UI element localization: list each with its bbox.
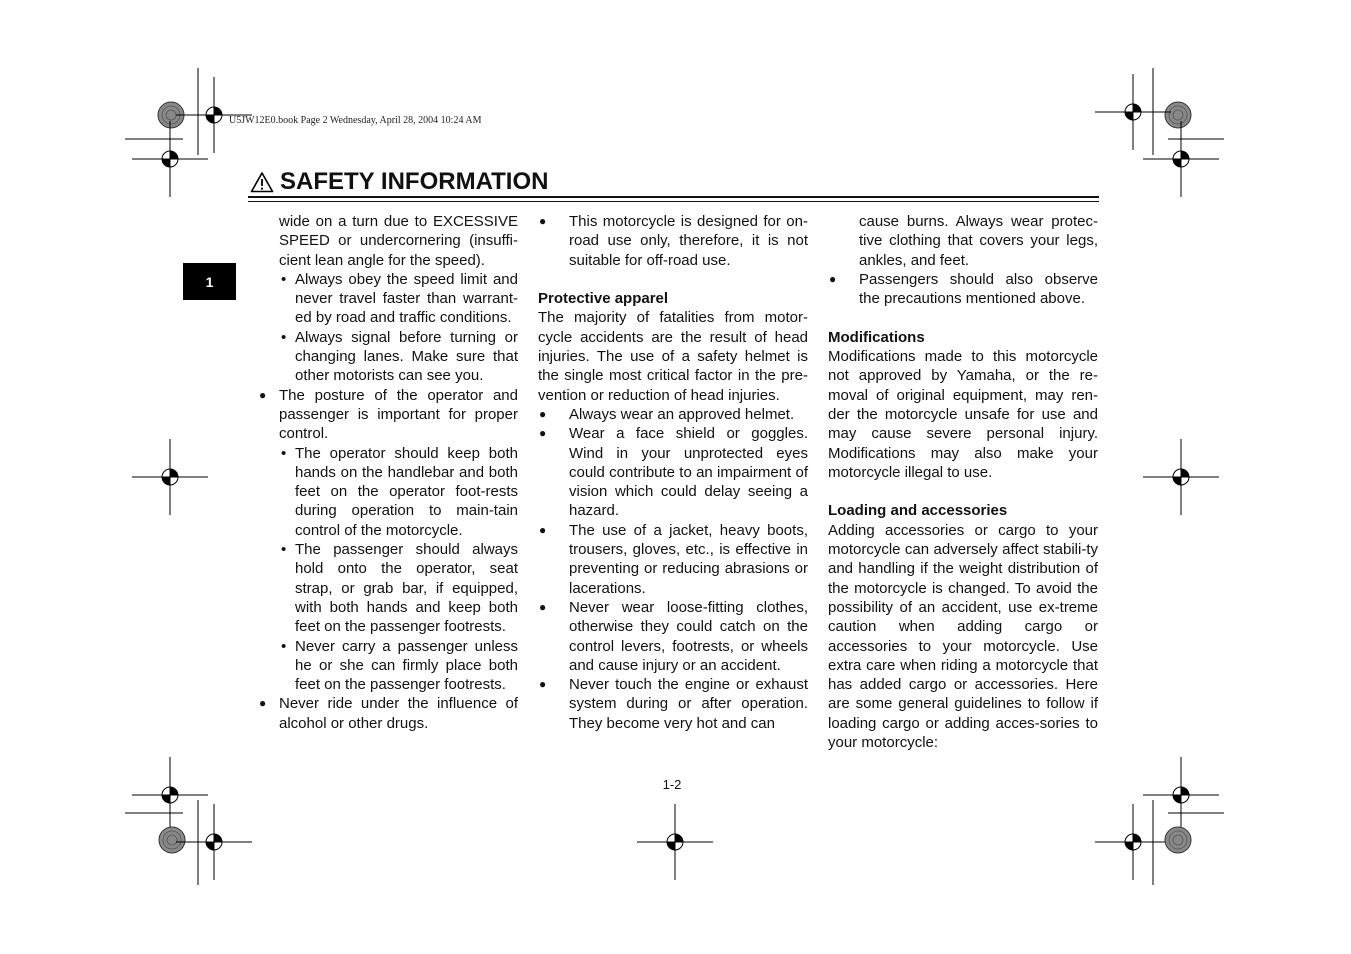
bullet-item: ● The use of a jacket, heavy boots, trousers, gloves, etc., is effective in preventing or reducing abrasions or lacerations.: [538, 521, 808, 598]
bullet-item: ● Passengers should also observe the precautions mentioned above.: [828, 270, 1098, 309]
crosshair-mark-icon: [1095, 74, 1171, 150]
title-rule-thin: [248, 201, 1099, 202]
column-1: [258, 212, 518, 733]
color-bar-mark-icon: [159, 827, 185, 853]
sub-bullet: • Never carry a passenger unless he or she can firmly place both feet on the passenger footrests.: [258, 637, 518, 695]
bullet-item: ● Never touch the engine or exhaust system during or after operation. They become very hot and can: [538, 675, 808, 733]
bullet-item: ● Never wear loose-fitting clothes, otherwise they could catch on the control levers, footrests, or wheels and cause injury or an accident.: [538, 598, 808, 675]
sub-bullet: • Always obey the speed limit and never travel faster than warrant-ed by road and traffic conditions.: [258, 270, 518, 328]
sub-bullet: • Always signal before turning or changing lanes. Make sure that other motorists can see you.: [258, 328, 518, 386]
file-info-line: U5JW12E0.book Page 2 Wednesday, April 28, 2004 10:24 AM: [229, 115, 482, 126]
paragraph: Modifications made to this motorcycle not approved by Yamaha, or the re-moval of original equipment, may ren-der the motorcycle unsafe for use and may cause severe personal injury. Modifications may also make your motorcycle illegal to use.: [828, 348, 1098, 481]
color-bar-mark-icon: [1165, 827, 1191, 853]
page-title-text: SAFETY INFORMATION: [280, 168, 549, 195]
bullet-item: ● Never ride under the influence of alcohol or other drugs.: [258, 694, 518, 733]
page-number: 1-2: [662, 777, 682, 792]
bullet-item: ● Always wear an approved helmet.: [538, 405, 808, 424]
crosshair-mark-icon: [1143, 121, 1219, 197]
crosshair-mark-icon: [132, 439, 208, 515]
crosshair-mark-icon: [132, 757, 208, 833]
column-2: [538, 212, 808, 733]
color-bar-mark-icon: [1165, 102, 1191, 128]
sub-bullet: • The operator should keep both hands on the handlebar and both feet on the operator foot-rests during operation to main-tain control of the motorcycle.: [258, 444, 518, 540]
crosshair-mark-icon: [637, 804, 713, 880]
continued-text: wide on a turn due to EXCESSIVE SPEED or undercornering (insuffi-cient lean angle for the speed).: [279, 213, 518, 269]
chapter-tab: 1: [183, 263, 236, 300]
crosshair-mark-icon: [1143, 439, 1219, 515]
bullet-item: ● Wear a face shield or goggles. Wind in your unprotected eyes could contribute to an impairment of vision which could delay seeing a hazard.: [538, 424, 808, 520]
crosshair-mark-icon: [1095, 804, 1171, 880]
sub-bullet: • The passenger should always hold onto the operator, seat strap, or grab bar, if equipped, with both hands and keep both feet on the passenger footrests.: [258, 540, 518, 636]
bullet-item: ● The posture of the operator and passenger is important for proper control.: [258, 386, 518, 444]
crosshair-mark-icon: [1143, 757, 1219, 833]
title-rule: [248, 196, 1099, 198]
section-heading-modifications: Modifications: [828, 328, 925, 346]
warning-triangle-icon: [250, 171, 274, 193]
paragraph: Adding accessories or cargo to your motorcycle can adversely affect stabili-ty and handling if the weight distribution of the motorcycle is changed. To avoid the possibility of an accident, use ex-treme caution when adding cargo or accessories to your motorcycle. Use extra care when riding a motorcycle that has added cargo or accessories. Here are some general guidelines to follow if loading cargo or adding acces-sories to your motorcycle:: [828, 521, 1098, 752]
bullet-item: ● This motorcycle is designed for on-road use only, therefore, it is not suitable for off-road use.: [538, 212, 808, 270]
paragraph: The majority of fatalities from motor-cycle accidents are the result of head injuries. The use of a safety helmet is the single most critical factor in the pre-vention or reduction of head injuries.: [538, 309, 808, 404]
page-title: [250, 168, 548, 196]
column-3: [828, 212, 1098, 752]
continued-text: cause burns. Always wear protec-tive clothing that covers your legs, ankles, and feet.: [859, 213, 1098, 269]
section-heading-loading: Loading and accessories: [828, 502, 1008, 520]
crosshair-mark-icon: [132, 121, 208, 197]
section-heading-protective-apparel: Protective apparel: [538, 290, 669, 308]
crosshair-mark-icon: [176, 804, 252, 880]
